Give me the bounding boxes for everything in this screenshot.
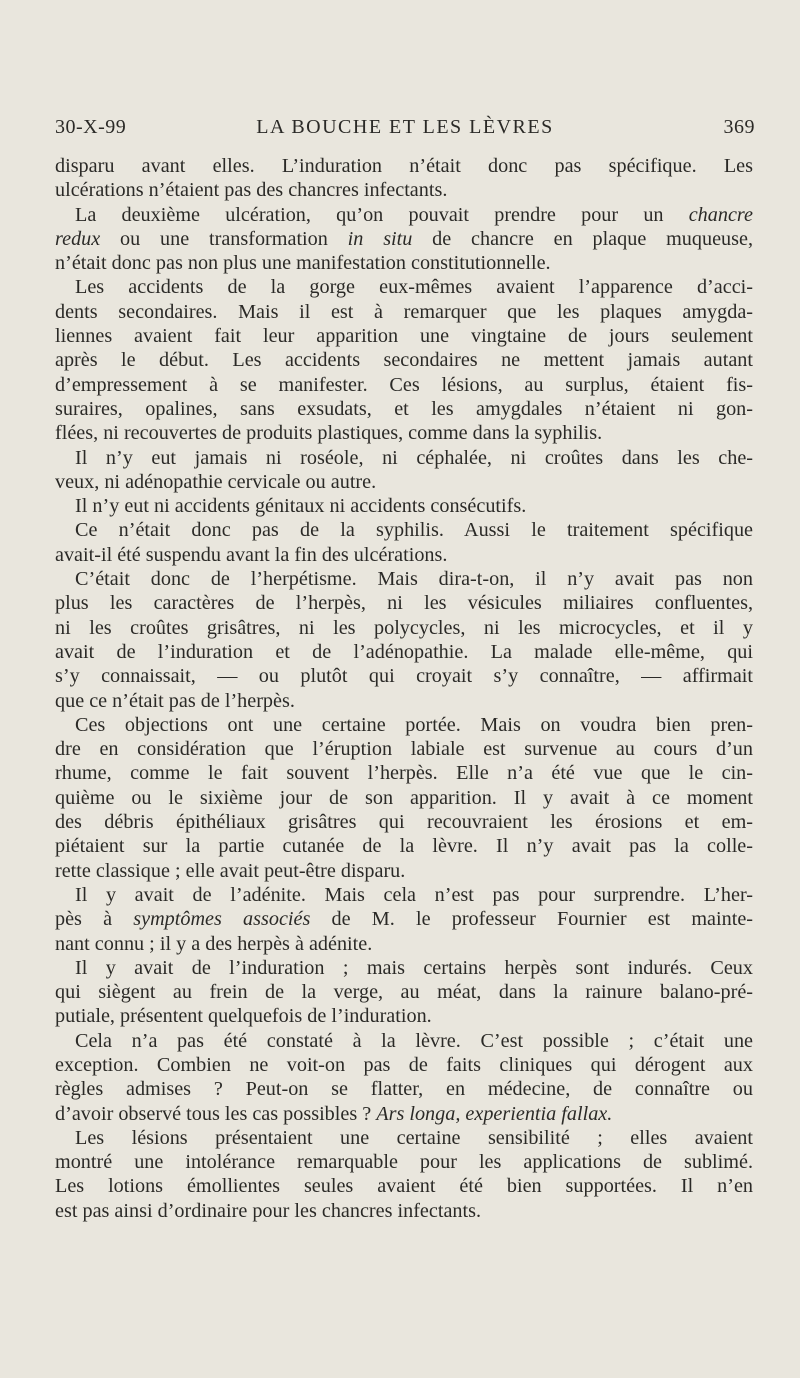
italic-segment: in situ (347, 227, 413, 250)
text-segment: après le début. Les accidents secondaires ne mettent jamais autant (55, 349, 753, 372)
text-line (55, 421, 753, 445)
text-segment: Les lotions émollientes seules avaient été bien supportées. Il n’en (55, 1175, 753, 1198)
page-number: 369 (723, 116, 755, 138)
text-segment: avait-il été suspendu avant la fin des ulcérations. (55, 543, 448, 566)
text-line (55, 1150, 753, 1174)
text-line (55, 1077, 753, 1101)
text-segment: Il y avait de l’induration ; mais certains herpès sont indurés. Ceux (75, 956, 753, 979)
text-line (55, 689, 753, 713)
text-segment: piétaient sur la partie cutanée de la lèvre. Il n’y avait pas la colle- (55, 835, 753, 858)
header-date: 30-X-99 (55, 116, 127, 138)
text-segment: d’empressement à se manifester. Ces lésions, au surplus, étaient fis- (55, 373, 753, 396)
text-segment: montré une intolérance remarquable pour les applications de sublimé. (55, 1151, 753, 1174)
text-segment: avait de l’induration et de l’adénopathie. La malade elle-même, qui (55, 640, 753, 663)
text-line (55, 518, 753, 542)
text-segment: Il n’y eut jamais ni roséole, ni céphalée, ni croûtes dans les che- (75, 446, 753, 469)
text-segment: putiale, présentent quelquefois de l’induration. (55, 1005, 432, 1028)
text-line (55, 373, 753, 397)
text-segment: La deuxième ulcération, qu’on pouvait prendre pour un (75, 203, 689, 226)
text-line (55, 227, 753, 251)
text-segment: de M. le professeur Fournier est mainte- (310, 908, 754, 931)
text-line (55, 616, 753, 640)
text-line (55, 956, 753, 980)
text-segment: ulcérations n’étaient pas des chancres infectants. (55, 179, 448, 202)
text-line (55, 737, 753, 761)
text-line (55, 251, 753, 275)
text-line (55, 591, 753, 615)
text-line (55, 907, 753, 931)
header-title: LA BOUCHE ET LES LÈVRES (256, 116, 554, 138)
text-segment: liennes avaient fait leur apparition une vingtaine de jours seulement (55, 325, 753, 348)
body-text (55, 154, 753, 1223)
italic-segment: chancre (688, 203, 753, 226)
text-line (55, 470, 753, 494)
text-line (55, 567, 753, 591)
text-segment: dents secondaires. Mais il est à remarquer que les plaques amygda- (55, 300, 753, 323)
text-line (55, 640, 753, 664)
text-segment: Les accidents de la gorge eux-mêmes avaient l’apparence d’acci- (75, 276, 753, 299)
running-header (55, 116, 755, 146)
text-segment: des débris épithéliaux grisâtres qui recouvraient les érosions et em- (55, 811, 753, 834)
text-line (55, 1053, 753, 1077)
text-segment: dre en considération que l’éruption labiale est survenue au cours d’un (55, 738, 753, 761)
text-line (55, 932, 753, 956)
text-line (55, 397, 753, 421)
text-segment: Ces objections ont une certaine portée. Mais on voudra bien pren- (75, 713, 753, 736)
text-line (55, 1174, 753, 1198)
text-segment: nant connu ; il y a des herpès à adénite. (55, 932, 373, 955)
text-line (55, 324, 753, 348)
text-line (55, 154, 753, 178)
text-segment: qui siègent au frein de la verge, au méat, dans la rainure balano-pré- (55, 981, 753, 1004)
text-segment: ou une transformation (100, 227, 348, 250)
text-line (55, 178, 753, 202)
text-segment: s’y connaissait, — ou plutôt qui croyait s’y connaître, — affirmait (55, 665, 753, 688)
text-line (55, 494, 753, 518)
text-line (55, 348, 753, 372)
text-line (55, 664, 753, 688)
text-segment: de chancre en plaque muqueuse, (412, 227, 753, 250)
text-line (55, 1029, 753, 1053)
text-segment: Il n’y eut ni accidents génitaux ni accidents consécutifs. (75, 495, 527, 518)
text-line (55, 786, 753, 810)
text-segment: exception. Combien ne voit-on pas de faits cliniques qui dérogent aux (55, 1053, 753, 1076)
text-line (55, 203, 753, 227)
text-segment: disparu avant elles. L’induration n’était donc pas spécifique. Les (55, 155, 753, 177)
text-line (55, 980, 753, 1004)
italic-segment: symptômes associés (133, 908, 311, 931)
italic-segment: Ars longa, experientia fallax. (376, 1102, 613, 1125)
text-segment: que ce n’était pas de l’herpès. (55, 689, 295, 712)
text-line (55, 1126, 753, 1150)
text-line (55, 543, 753, 567)
text-segment: Cela n’a pas été constaté à la lèvre. C’est possible ; c’était une (75, 1029, 753, 1052)
text-segment: est pas ainsi d’ordinaire pour les chancres infectants. (55, 1199, 482, 1222)
text-segment: pès à (55, 908, 134, 931)
text-line (55, 834, 753, 858)
text-segment: suraires, opalines, sans exsudats, et les amygdales n’étaient ni gon- (55, 397, 753, 420)
text-line (55, 1004, 753, 1028)
text-segment: d’avoir observé tous les cas possibles ? (55, 1102, 377, 1125)
text-segment: Les lésions présentaient une certaine sensibilité ; elles avaient (75, 1126, 753, 1149)
text-segment: quième ou le sixième jour de son apparition. Il y avait à ce moment (55, 786, 753, 809)
text-line (55, 1199, 753, 1223)
text-line (55, 883, 753, 907)
text-segment: flées, ni recouvertes de produits plastiques, comme dans la syphilis. (55, 422, 603, 445)
text-line (55, 810, 753, 834)
text-segment: C’était donc de l’herpétisme. Mais dira-t-on, il n’y avait pas non (75, 568, 753, 591)
text-line (55, 761, 753, 785)
text-segment: règles admises ? Peut-on se flatter, en médecine, de connaître ou (55, 1078, 753, 1101)
text-segment: n’était donc pas non plus une manifestation constitutionnelle. (55, 252, 551, 275)
text-segment: rette classique ; elle avait peut-être disparu. (55, 859, 406, 882)
text-line (55, 859, 753, 883)
text-segment: rhume, comme le fait souvent l’herpès. Elle n’a été vue que le cin- (55, 762, 753, 785)
text-segment: ni les croûtes grisâtres, ni les polycycles, ni les microcycles, et il y (55, 616, 753, 639)
italic-segment: redux (55, 227, 101, 250)
text-segment: plus les caractères de l’herpès, ni les vésicules miliaires confluentes, (55, 592, 753, 615)
text-line (55, 275, 753, 299)
text-line (55, 300, 753, 324)
text-segment: Ce n’était donc pas de la syphilis. Aussi le traitement spécifique (75, 519, 753, 542)
text-line (55, 713, 753, 737)
text-line (55, 446, 753, 470)
text-segment: Il y avait de l’adénite. Mais cela n’est pas pour surprendre. L’her- (75, 883, 753, 906)
text-line (55, 1102, 753, 1126)
text-segment: veux, ni adénopathie cervicale ou autre. (55, 470, 377, 493)
